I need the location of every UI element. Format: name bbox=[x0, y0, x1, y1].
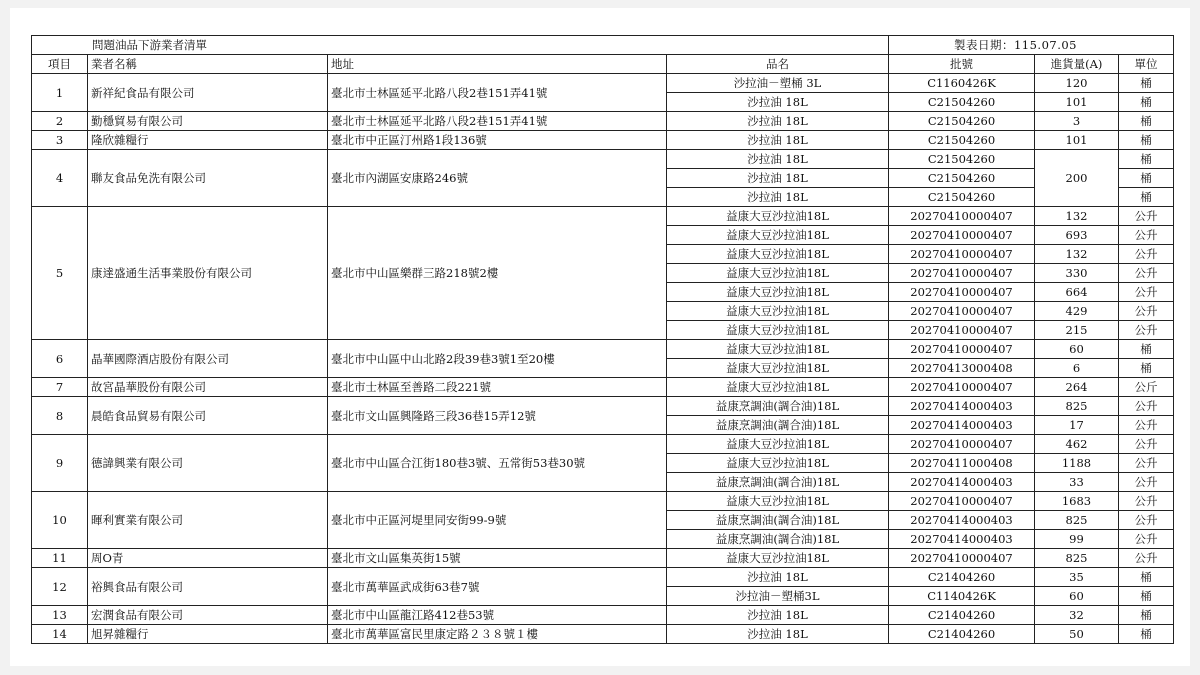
header-batch: 批號 bbox=[889, 55, 1035, 74]
table-row bbox=[32, 549, 1174, 568]
batch-number: C21504260 bbox=[889, 169, 1035, 188]
product-name: 益康大豆沙拉油18L bbox=[667, 340, 889, 359]
item-number: 10 bbox=[32, 492, 88, 549]
batch-number: 20270410000407 bbox=[889, 435, 1035, 454]
vendor-name: 晶華國際酒店股份有限公司 bbox=[88, 340, 328, 378]
product-name: 沙拉油 18L bbox=[667, 568, 889, 587]
item-number: 12 bbox=[32, 568, 88, 606]
table-row bbox=[32, 568, 1174, 587]
document-title: 問題油品下游業者清單 bbox=[32, 36, 889, 55]
unit: 公斤 bbox=[1119, 378, 1174, 397]
item-number: 8 bbox=[32, 397, 88, 435]
quantity: 99 bbox=[1035, 530, 1119, 549]
batch-number: 20270410000407 bbox=[889, 321, 1035, 340]
item-number: 14 bbox=[32, 625, 88, 644]
quantity: 60 bbox=[1035, 340, 1119, 359]
table-row bbox=[32, 207, 1174, 226]
batch-number: C1140426K bbox=[889, 587, 1035, 606]
batch-number: C21504260 bbox=[889, 112, 1035, 131]
quantity: 3 bbox=[1035, 112, 1119, 131]
batch-number: 20270410000407 bbox=[889, 245, 1035, 264]
batch-number: 20270414000403 bbox=[889, 530, 1035, 549]
header-qty: 進貨量(A) bbox=[1035, 55, 1119, 74]
unit: 桶 bbox=[1119, 359, 1174, 378]
vendor-name: 裕興食品有限公司 bbox=[88, 568, 328, 606]
product-name: 益康大豆沙拉油18L bbox=[667, 435, 889, 454]
quantity: 6 bbox=[1035, 359, 1119, 378]
quantity: 101 bbox=[1035, 93, 1119, 112]
quantity: 35 bbox=[1035, 568, 1119, 587]
vendor-name: 德諱興業有限公司 bbox=[88, 435, 328, 492]
quantity: 825 bbox=[1035, 397, 1119, 416]
batch-number: 20270410000407 bbox=[889, 492, 1035, 511]
product-name: 沙拉油 18L bbox=[667, 131, 889, 150]
unit: 公升 bbox=[1119, 264, 1174, 283]
product-name: 益康大豆沙拉油18L bbox=[667, 492, 889, 511]
item-number: 5 bbox=[32, 207, 88, 340]
table-row bbox=[32, 150, 1174, 169]
batch-number: C21404260 bbox=[889, 625, 1035, 644]
quantity: 120 bbox=[1035, 74, 1119, 93]
unit: 公升 bbox=[1119, 321, 1174, 340]
batch-number: 20270414000403 bbox=[889, 397, 1035, 416]
unit: 桶 bbox=[1119, 340, 1174, 359]
unit: 桶 bbox=[1119, 587, 1174, 606]
header-item: 項目 bbox=[32, 55, 88, 74]
quantity: 825 bbox=[1035, 511, 1119, 530]
quantity: 132 bbox=[1035, 207, 1119, 226]
batch-number: 20270410000407 bbox=[889, 264, 1035, 283]
product-name: 益康大豆沙拉油18L bbox=[667, 549, 889, 568]
vendor-address: 臺北市內湖區安康路246號 bbox=[328, 150, 667, 207]
product-name: 沙拉油 18L bbox=[667, 93, 889, 112]
unit: 桶 bbox=[1119, 74, 1174, 93]
batch-number: 20270413000408 bbox=[889, 359, 1035, 378]
product-name: 益康烹調油(調合油)18L bbox=[667, 397, 889, 416]
vendor-address: 臺北市士林區至善路二段221號 bbox=[328, 378, 667, 397]
unit: 公升 bbox=[1119, 473, 1174, 492]
product-name: 沙拉油 18L bbox=[667, 150, 889, 169]
unit: 公升 bbox=[1119, 530, 1174, 549]
supplier-table bbox=[31, 35, 1174, 644]
header-row bbox=[32, 55, 1174, 74]
unit: 桶 bbox=[1119, 568, 1174, 587]
vendor-address: 臺北市萬華區富民里康定路２３８號１樓 bbox=[328, 625, 667, 644]
table-row bbox=[32, 435, 1174, 454]
unit: 桶 bbox=[1119, 169, 1174, 188]
unit: 公升 bbox=[1119, 245, 1174, 264]
unit: 公升 bbox=[1119, 397, 1174, 416]
batch-number: C21504260 bbox=[889, 131, 1035, 150]
quantity: 17 bbox=[1035, 416, 1119, 435]
product-name: 沙拉油 18L bbox=[667, 606, 889, 625]
vendor-name: 勤穩貿易有限公司 bbox=[88, 112, 328, 131]
quantity: 693 bbox=[1035, 226, 1119, 245]
unit: 公升 bbox=[1119, 511, 1174, 530]
quantity: 825 bbox=[1035, 549, 1119, 568]
batch-number: 20270410000407 bbox=[889, 302, 1035, 321]
quantity: 60 bbox=[1035, 587, 1119, 606]
header-unit: 單位 bbox=[1119, 55, 1174, 74]
item-number: 6 bbox=[32, 340, 88, 378]
quantity: 132 bbox=[1035, 245, 1119, 264]
quantity: 1683 bbox=[1035, 492, 1119, 511]
item-number: 7 bbox=[32, 378, 88, 397]
batch-number: 20270410000407 bbox=[889, 549, 1035, 568]
batch-number: 20270410000407 bbox=[889, 207, 1035, 226]
vendor-name: 聯友食品免洗有限公司 bbox=[88, 150, 328, 207]
document-date: 製表日期：115.07.05 bbox=[889, 36, 1174, 55]
product-name: 益康烹調油(調合油)18L bbox=[667, 530, 889, 549]
vendor-address: 臺北市中正區河堤里同安街99-9號 bbox=[328, 492, 667, 549]
unit: 桶 bbox=[1119, 150, 1174, 169]
vendor-name: 晨皓食品貿易有限公司 bbox=[88, 397, 328, 435]
table-row bbox=[32, 606, 1174, 625]
batch-number: C21504260 bbox=[889, 93, 1035, 112]
table-row bbox=[32, 492, 1174, 511]
unit: 桶 bbox=[1119, 625, 1174, 644]
product-name: 益康大豆沙拉油18L bbox=[667, 454, 889, 473]
vendor-address: 臺北市中山區合江街180巷3號、五常街53巷30號 bbox=[328, 435, 667, 492]
quantity: 462 bbox=[1035, 435, 1119, 454]
table-row bbox=[32, 131, 1174, 150]
document-sheet bbox=[10, 8, 1190, 666]
unit: 桶 bbox=[1119, 188, 1174, 207]
product-name: 沙拉油 18L bbox=[667, 112, 889, 131]
unit: 公升 bbox=[1119, 416, 1174, 435]
quantity: 429 bbox=[1035, 302, 1119, 321]
batch-number: 20270414000403 bbox=[889, 416, 1035, 435]
unit: 公升 bbox=[1119, 207, 1174, 226]
batch-number: 20270410000407 bbox=[889, 226, 1035, 245]
table-row bbox=[32, 397, 1174, 416]
product-name: 沙拉油 18L bbox=[667, 169, 889, 188]
item-number: 4 bbox=[32, 150, 88, 207]
unit: 桶 bbox=[1119, 112, 1174, 131]
vendor-address: 臺北市中山區中山北路2段39巷3號1至20樓 bbox=[328, 340, 667, 378]
unit: 桶 bbox=[1119, 93, 1174, 112]
unit: 公升 bbox=[1119, 302, 1174, 321]
quantity: 50 bbox=[1035, 625, 1119, 644]
product-name: 沙拉油－塑桶 3L bbox=[667, 74, 889, 93]
unit: 公升 bbox=[1119, 226, 1174, 245]
product-name: 益康烹調油(調合油)18L bbox=[667, 416, 889, 435]
item-number: 13 bbox=[32, 606, 88, 625]
product-name: 益康大豆沙拉油18L bbox=[667, 302, 889, 321]
unit: 公升 bbox=[1119, 492, 1174, 511]
item-number: 2 bbox=[32, 112, 88, 131]
vendor-name: 旭昇雜糧行 bbox=[88, 625, 328, 644]
unit: 公升 bbox=[1119, 549, 1174, 568]
product-name: 益康大豆沙拉油18L bbox=[667, 264, 889, 283]
product-name: 益康烹調油(調合油)18L bbox=[667, 511, 889, 530]
unit: 桶 bbox=[1119, 131, 1174, 150]
vendor-address: 臺北市中正區汀州路1段136號 bbox=[328, 131, 667, 150]
quantity: 101 bbox=[1035, 131, 1119, 150]
product-name: 益康大豆沙拉油18L bbox=[667, 378, 889, 397]
unit: 公升 bbox=[1119, 435, 1174, 454]
batch-number: C21404260 bbox=[889, 568, 1035, 587]
vendor-name: 新祥紀食品有限公司 bbox=[88, 74, 328, 112]
table-row bbox=[32, 378, 1174, 397]
vendor-name: 隆欣雜糧行 bbox=[88, 131, 328, 150]
vendor-address: 臺北市士林區延平北路八段2巷151弄41號 bbox=[328, 74, 667, 112]
vendor-name: 康達盛通生活事業股份有限公司 bbox=[88, 207, 328, 340]
table-row bbox=[32, 74, 1174, 93]
unit: 公升 bbox=[1119, 454, 1174, 473]
quantity: 330 bbox=[1035, 264, 1119, 283]
item-number: 1 bbox=[32, 74, 88, 112]
unit: 公升 bbox=[1119, 283, 1174, 302]
quantity: 33 bbox=[1035, 473, 1119, 492]
product-name: 益康大豆沙拉油18L bbox=[667, 283, 889, 302]
quantity: 664 bbox=[1035, 283, 1119, 302]
header-address: 地址 bbox=[328, 55, 667, 74]
product-name: 益康大豆沙拉油18L bbox=[667, 207, 889, 226]
product-name: 沙拉油 18L bbox=[667, 625, 889, 644]
batch-number: C21404260 bbox=[889, 606, 1035, 625]
batch-number: 20270410000407 bbox=[889, 378, 1035, 397]
batch-number: 20270414000403 bbox=[889, 473, 1035, 492]
vendor-name: 暉利實業有限公司 bbox=[88, 492, 328, 549]
item-number: 11 bbox=[32, 549, 88, 568]
quantity: 32 bbox=[1035, 606, 1119, 625]
product-name: 益康大豆沙拉油18L bbox=[667, 321, 889, 340]
product-name: 益康大豆沙拉油18L bbox=[667, 226, 889, 245]
batch-number: 20270410000407 bbox=[889, 340, 1035, 359]
item-number: 3 bbox=[32, 131, 88, 150]
header-product: 品名 bbox=[667, 55, 889, 74]
quantity: 200 bbox=[1035, 150, 1119, 207]
header-name: 業者名稱 bbox=[88, 55, 328, 74]
batch-number: 20270410000407 bbox=[889, 283, 1035, 302]
product-name: 益康烹調油(調合油)18L bbox=[667, 473, 889, 492]
vendor-name: 故宮晶華股份有限公司 bbox=[88, 378, 328, 397]
title-row bbox=[32, 36, 1174, 55]
batch-number: C1160426K bbox=[889, 74, 1035, 93]
batch-number: C21504260 bbox=[889, 188, 1035, 207]
product-name: 沙拉油－塑桶3L bbox=[667, 587, 889, 606]
product-name: 沙拉油 18L bbox=[667, 188, 889, 207]
vendor-address: 臺北市文山區興隆路三段36巷15弄12號 bbox=[328, 397, 667, 435]
vendor-address: 臺北市士林區延平北路八段2巷151弄41號 bbox=[328, 112, 667, 131]
batch-number: 20270411000408 bbox=[889, 454, 1035, 473]
unit: 桶 bbox=[1119, 606, 1174, 625]
product-name: 益康大豆沙拉油18L bbox=[667, 245, 889, 264]
quantity: 264 bbox=[1035, 378, 1119, 397]
batch-number: 20270414000403 bbox=[889, 511, 1035, 530]
quantity: 215 bbox=[1035, 321, 1119, 340]
table-row bbox=[32, 112, 1174, 131]
quantity: 1188 bbox=[1035, 454, 1119, 473]
product-name: 益康大豆沙拉油18L bbox=[667, 359, 889, 378]
table-row bbox=[32, 340, 1174, 359]
vendor-address: 臺北市文山區集英街15號 bbox=[328, 549, 667, 568]
vendor-address: 臺北市中山區樂群三路218號2樓 bbox=[328, 207, 667, 340]
vendor-address: 臺北市中山區龍江路412巷53號 bbox=[328, 606, 667, 625]
vendor-address: 臺北市萬華區武成街63巷7號 bbox=[328, 568, 667, 606]
batch-number: C21504260 bbox=[889, 150, 1035, 169]
item-number: 9 bbox=[32, 435, 88, 492]
table-row bbox=[32, 625, 1174, 644]
vendor-name: 宏潤食品有限公司 bbox=[88, 606, 328, 625]
vendor-name: 周O青 bbox=[88, 549, 328, 568]
